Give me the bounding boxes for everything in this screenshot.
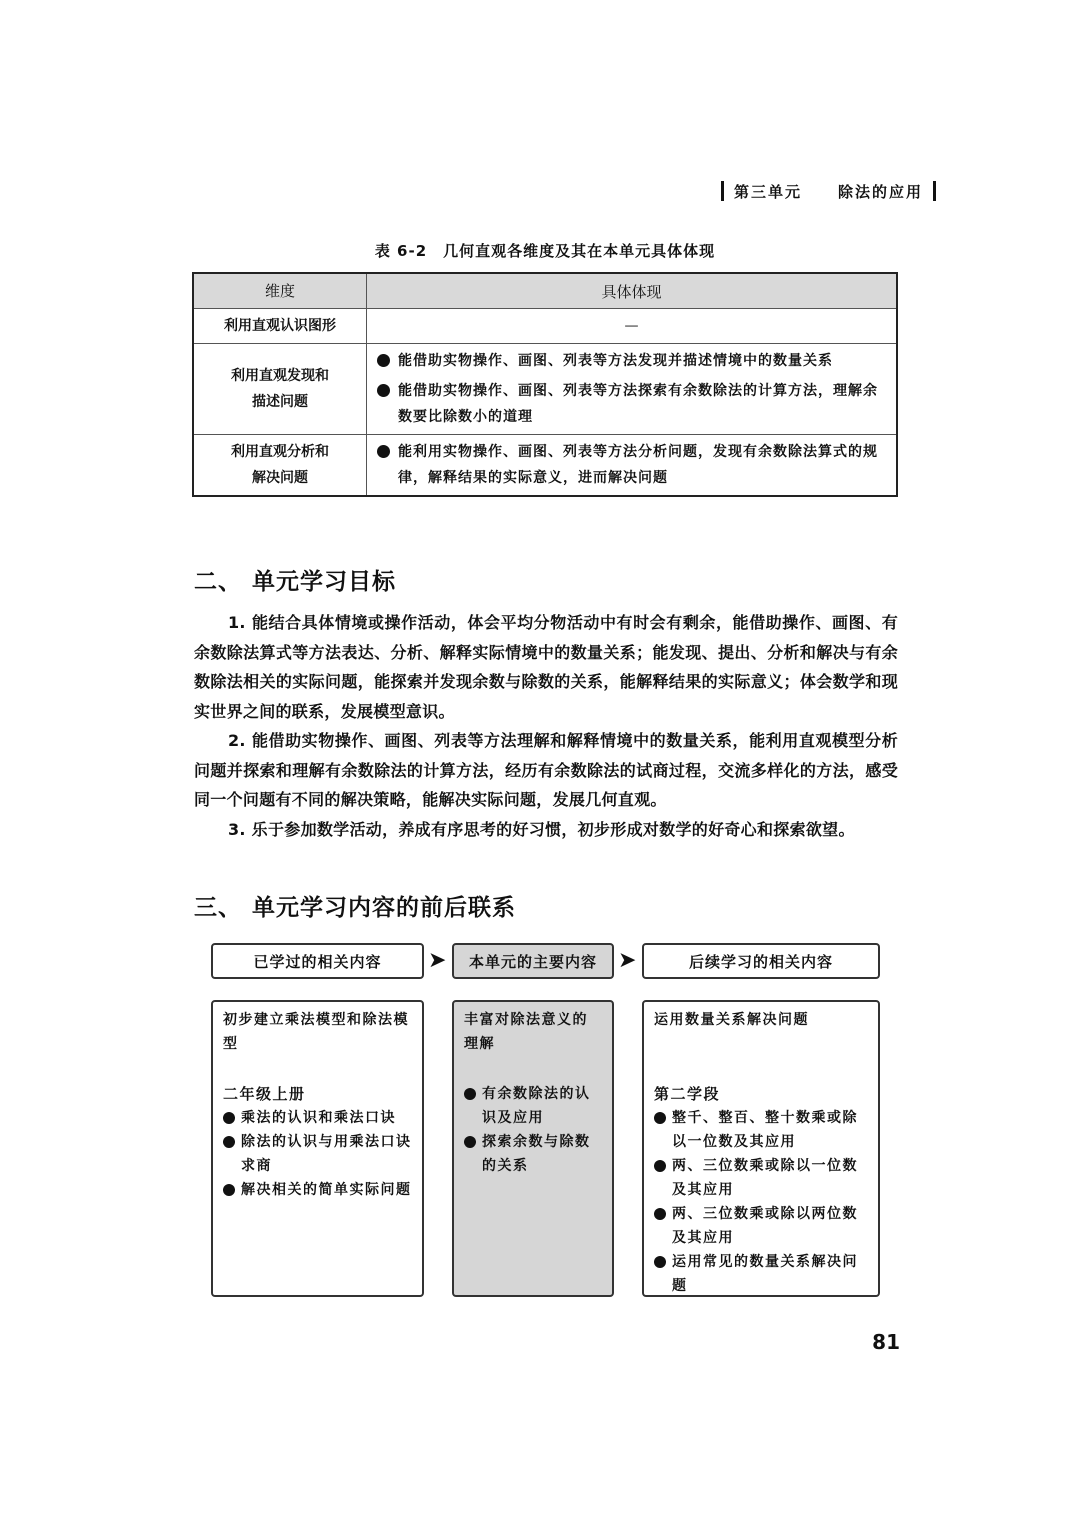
dimension-line-1: 利用直观发现和 (231, 368, 329, 384)
running-header (600, 176, 936, 206)
table-cell-empty-dash: — (367, 309, 898, 344)
section-3-number: 三、 (194, 895, 242, 921)
list-item (654, 1154, 868, 1202)
bullet-item (367, 437, 896, 493)
header-topic: 除法的应用 (837, 182, 923, 201)
bullet-dot-icon (654, 1160, 666, 1172)
bullet-dot-icon (223, 1136, 235, 1148)
content-box-current (452, 1000, 614, 1297)
table-cell-embodiment (367, 435, 898, 497)
bullet-text: 能借助实物操作、画图、列表等方法发现并描述情境中的数量关系 (398, 353, 833, 369)
content-lead: 运用数量关系解决问题 (654, 1012, 809, 1028)
goal-paragraph-2: 2. 能借助实物操作、画图、列表等方法理解和解释情境中的数量关系，能利用直观模型分析问题并探索和理解有余数除法的计算方法，经历有余数除法的试商过程，交流多样化的方法，感受同一个问题有不同的解决策略，能解决实际问题，发展几何直观。 (194, 731, 898, 809)
bullet-dot-icon (223, 1184, 235, 1196)
page-number: 81 (872, 1330, 900, 1354)
header-right-bar (933, 181, 936, 201)
table-header-embodiment: 具体体现 (367, 273, 898, 309)
bullet-dot-icon (654, 1208, 666, 1220)
header-left-bar (721, 181, 724, 201)
content-subheading: 第二学段 (654, 1085, 721, 1103)
bullet-dot-icon (654, 1256, 666, 1268)
geometry-intuition-table (192, 272, 898, 497)
table-cell-dimension (193, 344, 367, 435)
table-header-row (193, 273, 897, 309)
bullet-item (367, 376, 896, 432)
list-item-text: 两、三位数乘或除以两位数及其应用 (672, 1206, 858, 1246)
content-lead: 丰富对除法意义的理解 (464, 1012, 588, 1052)
list-item (654, 1250, 868, 1298)
bullet-dot-icon (223, 1112, 235, 1124)
content-box-prior (211, 1000, 424, 1297)
bullet-dot-icon (377, 445, 390, 458)
section-2-title: 单元学习目标 (252, 569, 396, 595)
list-item-text: 两、三位数乘或除以一位数及其应用 (672, 1158, 858, 1198)
list-item-text: 有余数除法的认识及应用 (482, 1086, 591, 1126)
list-item (223, 1130, 412, 1178)
list-item-text: 除法的认识与用乘法口诀求商 (241, 1134, 412, 1174)
table-caption: 表 6-2 几何直观各维度及其在本单元具体体现 (374, 242, 716, 260)
bullet-dot-icon (377, 384, 390, 397)
bullet-dot-icon (377, 354, 390, 367)
table-cell-embodiment (367, 344, 898, 435)
content-box-future (642, 1000, 880, 1297)
list-item-text: 解决相关的简单实际问题 (241, 1182, 412, 1198)
table-cell-dimension (193, 435, 367, 497)
bullet-dot-icon (654, 1112, 666, 1124)
header-box-future: 后续学习的相关内容 (642, 943, 880, 979)
table-row (193, 344, 897, 435)
section-2-number: 二、 (194, 569, 242, 595)
dimension-line-1: 利用直观分析和 (231, 444, 329, 460)
bullet-dot-icon (464, 1136, 476, 1148)
list-item (654, 1202, 868, 1250)
bullet-dot-icon (464, 1088, 476, 1100)
list-item (654, 1106, 868, 1154)
content-lead: 初步建立乘法模型和除法模型 (223, 1012, 409, 1052)
section-2-heading (194, 563, 396, 596)
list-item (223, 1178, 412, 1202)
table-row (193, 309, 897, 344)
dimension-line-2: 描述问题 (252, 394, 308, 410)
goal-paragraph-3: 3. 乐于参加数学活动，养成有序思考的好习惯，初步形成对数学的好奇心和探索欲望。 (228, 819, 855, 839)
table-row (193, 435, 897, 497)
arrow-right-icon: ➤ (428, 948, 447, 973)
dimension-line-2: 解决问题 (252, 470, 308, 486)
bullet-text: 能借助实物操作、画图、列表等方法探索有余数除法的计算方法，理解余数要比除数小的道理 (398, 383, 878, 425)
table-cell-dimension: 利用直观认识图形 (193, 309, 367, 344)
header-box-current: 本单元的主要内容 (452, 943, 614, 979)
table-header-dimension: 维度 (193, 273, 367, 309)
list-item (464, 1130, 602, 1178)
content-subheading: 二年级上册 (223, 1085, 306, 1103)
list-item (464, 1082, 602, 1130)
list-item-text: 整千、整百、整十数乘或除以一位数及其应用 (672, 1110, 858, 1150)
list-item (223, 1106, 412, 1130)
list-item-text: 探索余数与除数的关系 (482, 1134, 591, 1174)
list-item-text: 运用常见的数量关系解决问题 (672, 1254, 858, 1294)
goal-paragraph-1: 1. 能结合具体情境或操作活动，体会平均分物活动中有时会有剩余，能借助操作、画图、有余数除法算式等方法表达、分析、解释实际情境中的数量关系；能发现、提出、分析和解决与有余数除法相关的实际问题，能探索并发现余数与除数的关系，能解释结果的实际意义；体会数学和现实世界之间的联系，发展模型意识。 (194, 613, 898, 721)
list-item-text: 乘法的认识和乘法口诀 (241, 1110, 396, 1126)
section-3-title: 单元学习内容的前后联系 (252, 895, 516, 921)
arrow-right-icon: ➤ (618, 948, 637, 973)
bullet-text: 能利用实物操作、画图、列表等方法分析问题，发现有余数除法算式的规律，解释结果的实际意义，进而解决问题 (398, 444, 878, 486)
header-box-prior: 已学过的相关内容 (211, 943, 424, 979)
bullet-item (367, 346, 896, 376)
section-3-heading (194, 889, 516, 922)
header-unit: 第三单元 (733, 182, 802, 201)
section-2-body (194, 608, 898, 844)
